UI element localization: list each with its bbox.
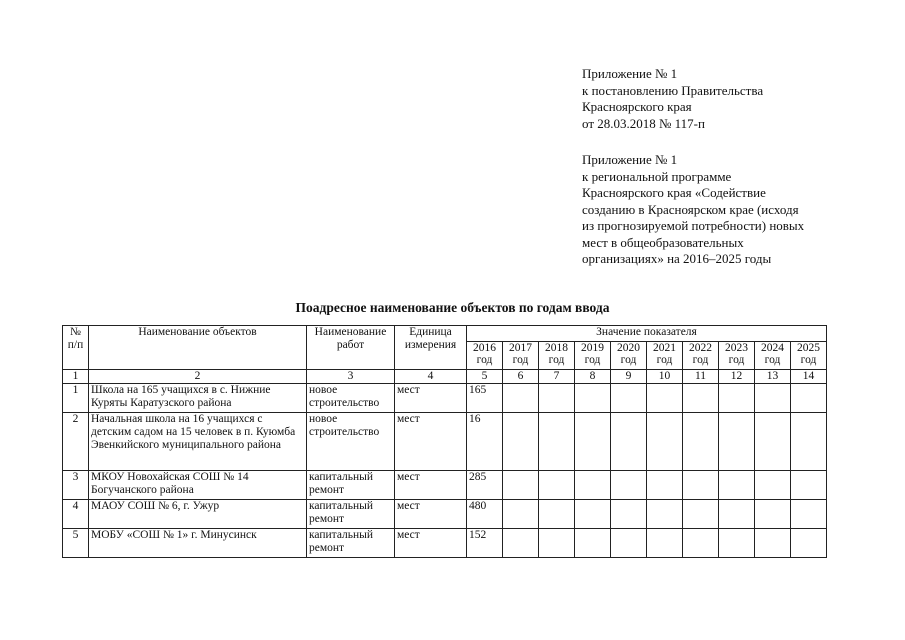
year-value	[539, 529, 575, 558]
year-value	[503, 500, 539, 529]
objects-table	[62, 325, 827, 558]
header-year: 2022 год	[683, 342, 719, 370]
year-value	[791, 413, 827, 471]
appendix-line: Красноярского края	[582, 99, 692, 114]
year-value	[575, 529, 611, 558]
header-row	[63, 326, 827, 342]
year-value	[719, 471, 755, 500]
header-year: 2021 год	[647, 342, 683, 370]
column-number: 1	[63, 370, 89, 384]
unit: мест	[395, 384, 467, 413]
header-works: Наименование работ	[307, 326, 395, 370]
row-number: 5	[63, 529, 89, 558]
year-value	[683, 500, 719, 529]
unit: мест	[395, 500, 467, 529]
year-value	[647, 471, 683, 500]
header-year: 2017 год	[503, 342, 539, 370]
header-object: Наименование объектов	[89, 326, 307, 370]
year-value	[539, 500, 575, 529]
object-name: МОБУ «СОШ № 1» г. Минусинск	[89, 529, 307, 558]
year-value	[503, 384, 539, 413]
header-value: Значение показателя	[467, 326, 827, 342]
row-number: 2	[63, 413, 89, 471]
year-value	[539, 384, 575, 413]
table-row	[63, 413, 827, 471]
year-value	[719, 384, 755, 413]
table-row	[63, 529, 827, 558]
year-value: 152	[467, 529, 503, 558]
column-number: 7	[539, 370, 575, 384]
appendix-line: к региональной программе	[582, 168, 732, 184]
appendix-line: Приложение № 1	[582, 152, 678, 167]
year-value	[611, 529, 647, 558]
year-value	[719, 500, 755, 529]
appendix-line: от 28.03.2018 № 117-п	[582, 115, 705, 131]
year-value	[755, 529, 791, 558]
year-value	[683, 384, 719, 413]
object-name: Школа на 165 учащихся в с. Нижние Куряты Каратузского района	[89, 384, 307, 413]
header-year: 2016 год	[467, 342, 503, 370]
year-value	[575, 500, 611, 529]
row-number: 3	[63, 471, 89, 500]
year-value	[791, 500, 827, 529]
table-row	[63, 384, 827, 413]
column-number: 10	[647, 370, 683, 384]
table-row	[63, 500, 827, 529]
year-value	[539, 413, 575, 471]
column-number: 3	[307, 370, 395, 384]
year-value	[791, 384, 827, 413]
appendix-line: к постановлению Правительства	[582, 82, 764, 98]
year-value	[719, 413, 755, 471]
year-value	[683, 529, 719, 558]
header-year: 2019 год	[575, 342, 611, 370]
year-value	[503, 471, 539, 500]
works-type: новое строительство	[307, 384, 395, 413]
object-name: Начальная школа на 16 учащихся с детским садом на 15 человек в п. Куюмба Эвенкийского муниципального района	[89, 413, 307, 471]
table-row	[63, 471, 827, 500]
appendix-line: Красноярского края «Содействие	[582, 185, 766, 200]
works-type: капитальный ремонт	[307, 471, 395, 500]
works-type: новое строительство	[307, 413, 395, 471]
year-value	[755, 471, 791, 500]
object-name: МКОУ Новохайская СОШ № 14 Богучанского района	[89, 471, 307, 500]
header-unit: Единица измерения	[395, 326, 467, 370]
year-value	[647, 384, 683, 413]
row-number: 1	[63, 384, 89, 413]
header-year: 2023 год	[719, 342, 755, 370]
year-value	[647, 413, 683, 471]
year-value	[755, 384, 791, 413]
appendix-line: мест в общеобразовательных	[582, 234, 744, 250]
column-number: 9	[611, 370, 647, 384]
year-value	[611, 500, 647, 529]
year-value	[719, 529, 755, 558]
unit: мест	[395, 529, 467, 558]
year-value	[647, 529, 683, 558]
year-value	[503, 413, 539, 471]
column-number: 2	[89, 370, 307, 384]
appendix-note-program	[582, 152, 804, 268]
year-value	[791, 471, 827, 500]
year-value	[611, 413, 647, 471]
year-value	[791, 529, 827, 558]
header-year: 2018 год	[539, 342, 575, 370]
year-value	[755, 500, 791, 529]
year-value	[539, 471, 575, 500]
header-num: № п/п	[63, 326, 89, 370]
object-name: МАОУ СОШ № 6, г. Ужур	[89, 500, 307, 529]
appendix-line: созданию в Красноярском крае (исходя	[582, 201, 799, 217]
year-value	[647, 500, 683, 529]
year-value: 285	[467, 471, 503, 500]
works-type: капитальный ремонт	[307, 529, 395, 558]
appendix-line: Приложение № 1	[582, 66, 678, 81]
works-type: капитальный ремонт	[307, 500, 395, 529]
year-value	[755, 413, 791, 471]
year-value	[611, 471, 647, 500]
year-value	[575, 413, 611, 471]
column-number: 6	[503, 370, 539, 384]
column-number: 11	[683, 370, 719, 384]
unit: мест	[395, 471, 467, 500]
header-year: 2024 год	[755, 342, 791, 370]
column-number: 14	[791, 370, 827, 384]
year-value	[575, 384, 611, 413]
year-value	[611, 384, 647, 413]
column-number: 4	[395, 370, 467, 384]
year-value: 16	[467, 413, 503, 471]
row-number: 4	[63, 500, 89, 529]
appendix-line: из прогнозируемой потребности) новых	[582, 218, 805, 233]
appendix-line: организациях» на 2016–2025 годы	[582, 251, 772, 266]
column-number: 13	[755, 370, 791, 384]
year-value	[683, 413, 719, 471]
column-number: 5	[467, 370, 503, 384]
unit: мест	[395, 413, 467, 471]
appendix-note-government	[582, 66, 763, 132]
year-value	[503, 529, 539, 558]
column-number: 12	[719, 370, 755, 384]
year-value	[575, 471, 611, 500]
year-value: 165	[467, 384, 503, 413]
year-value	[683, 471, 719, 500]
header-year: 2025 год	[791, 342, 827, 370]
column-number: 8	[575, 370, 611, 384]
year-value: 480	[467, 500, 503, 529]
header-year: 2020 год	[611, 342, 647, 370]
document-title: Поадресное наименование объектов по годам ввода	[295, 300, 610, 315]
column-number-row	[63, 370, 827, 384]
